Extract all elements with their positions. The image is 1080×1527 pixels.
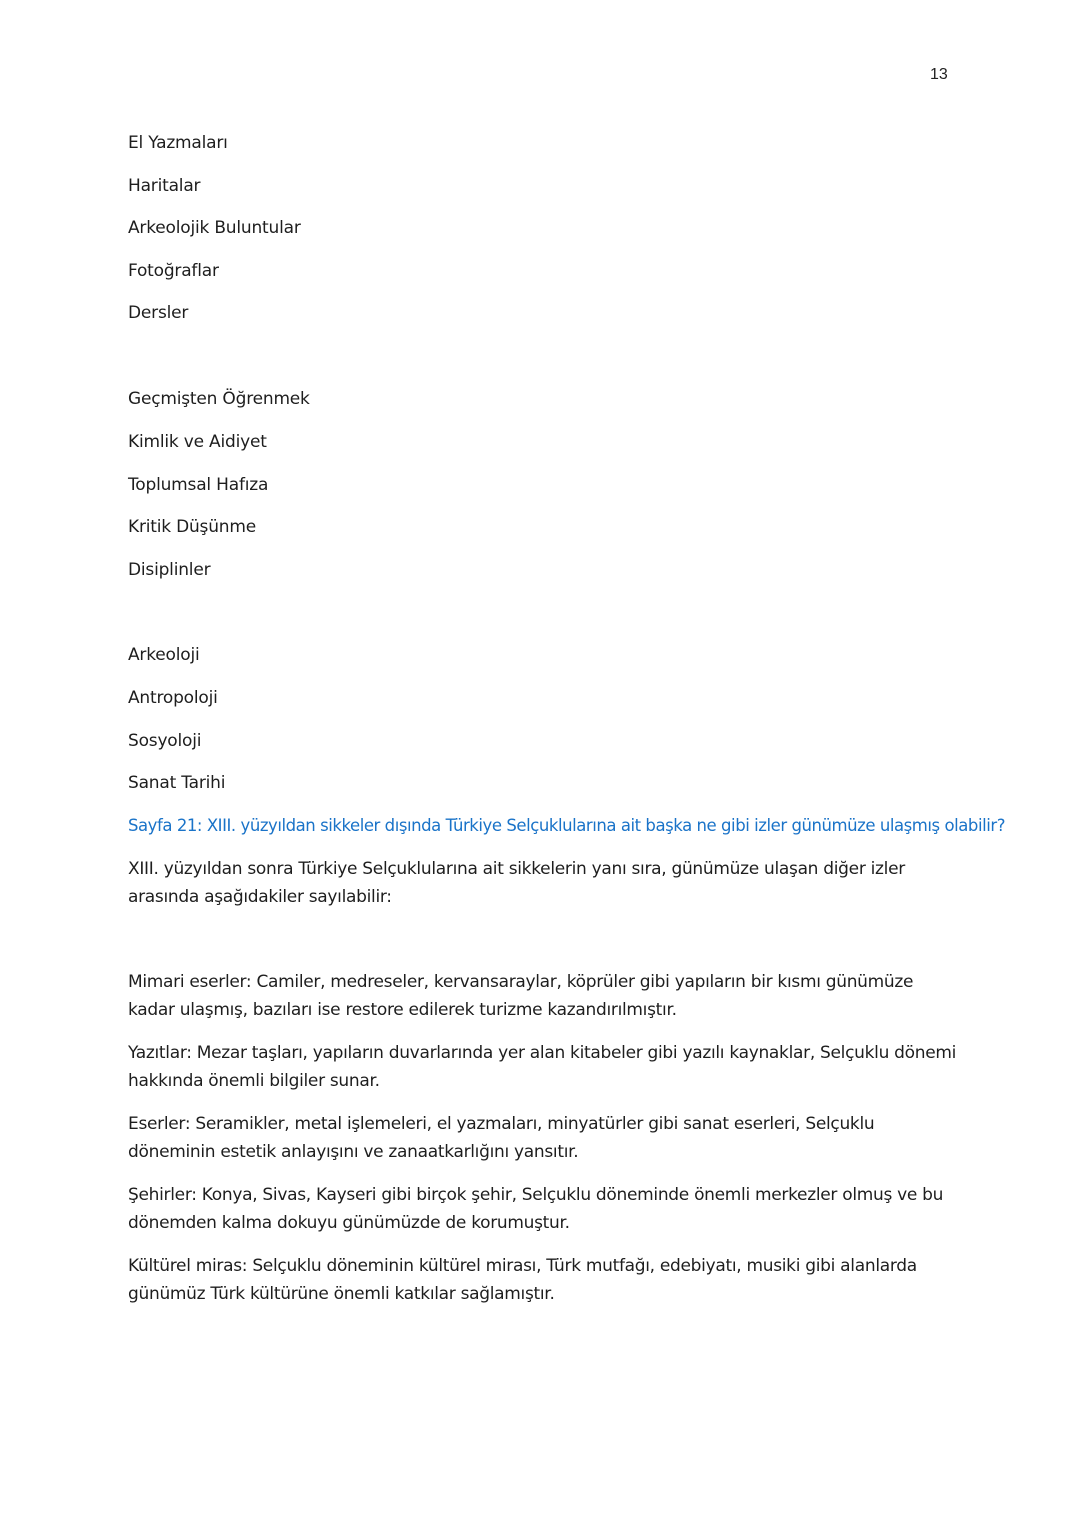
- list-item: Disiplinler: [128, 560, 211, 580]
- list-item: Toplumsal Hafıza: [128, 475, 269, 495]
- list-item: Arkeoloji: [128, 645, 200, 665]
- question-heading: Sayfa 21: XIII. yüzyıldan sikkeler dışında Türkiye Selçuklularına ait başka ne gibi izler günümüze ulaşmış olabilir?: [128, 816, 1005, 835]
- page-number: 13: [930, 66, 948, 83]
- list-item: El Yazmaları: [128, 133, 228, 153]
- answer-item-cities: Şehirler: Konya, Sivas, Kayseri gibi birçok şehir, Selçuklu döneminde önemli merkezler olmuş ve bu dönemden kalma dokuyu günümüzde de korumuştur.: [128, 1185, 944, 1233]
- list-item: Kimlik ve Aidiyet: [128, 432, 267, 452]
- list-item: Haritalar: [128, 176, 201, 196]
- list-item: Sosyoloji: [128, 731, 202, 751]
- answer-item-cultural-heritage: Kültürel miras: Selçuklu döneminin kültürel mirası, Türk mutfağı, edebiyatı, musiki gibi alanlarda günümüz Türk kültürüne önemli katkılar sağlamıştır.: [128, 1256, 917, 1304]
- list-item: Arkeolojik Buluntular: [128, 218, 301, 238]
- answer-intro: XIII. yüzyıldan sonra Türkiye Selçuklularına ait sikkelerin yanı sıra, günümüze ulaşan diğer izler arasında aşağıdakiler sayılabilir:: [128, 859, 905, 907]
- list-item: Dersler: [128, 303, 189, 323]
- answer-item-inscriptions: Yazıtlar: Mezar taşları, yapıların duvarlarında yer alan kitabeler gibi yazılı kaynaklar, Selçuklu dönemi hakkında önemli bilgiler sunar.: [128, 1043, 957, 1091]
- answer-item-architecture: Mimari eserler: Camiler, medreseler, kervansaraylar, köprüler gibi yapıların bir kısmı günümüze kadar ulaşmış, bazıları ise restore edilerek turizme kazandırılmıştır.: [128, 972, 914, 1020]
- list-item: Kritik Düşünme: [128, 517, 256, 537]
- list-item: Antropoloji: [128, 688, 218, 708]
- list-item: Geçmişten Öğrenmek: [128, 389, 310, 409]
- list-item: Fotoğraflar: [128, 261, 219, 281]
- answer-item-artworks: Eserler: Seramikler, metal işlemeleri, el yazmaları, minyatürler gibi sanat eserleri, Selçuklu döneminin estetik anlayışını ve zanaatkarlığını yansıtır.: [128, 1114, 875, 1162]
- list-item: Sanat Tarihi: [128, 773, 226, 793]
